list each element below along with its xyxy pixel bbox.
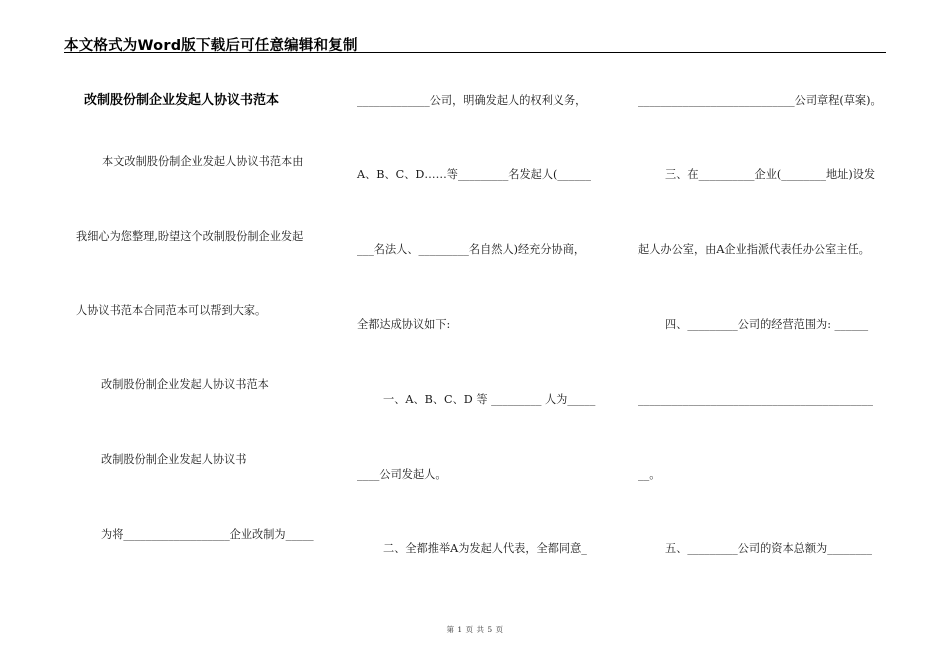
paragraph-line: _____________公司，明确发起人的权利义务， <box>357 94 587 107</box>
clause-line: 四、_________公司的经营范围为: ______ <box>665 318 869 331</box>
paragraph-line: A、B、C、D……等_________名发起人(______ <box>357 168 591 181</box>
paragraph-line: 我细心为您整理,盼望这个改制股份制企业发起 <box>76 230 304 243</box>
blank-fill-line: __________________________________________ <box>638 393 873 406</box>
paragraph-line: ____公司发起人。 <box>357 468 447 481</box>
paragraph-line: 起人办公室，由A企业指派代表任办公室主任。 <box>638 243 870 256</box>
text-column-2 <box>357 0 612 672</box>
paragraph-line: 为将___________________企业改制为_____ <box>101 528 314 541</box>
paragraph-line: 人协议书范本合同范本可以帮到大家。 <box>76 304 267 317</box>
clause-line: 一、A、B、C、D 等 _________ 人为_____ <box>383 393 596 406</box>
section-heading: 改制股份制企业发起人协议书 <box>101 453 247 466</box>
document-title: 改制股份制企业发起人协议书范本 <box>84 93 280 108</box>
clause-line: 二、全都推举A为发起人代表，全都同意_ <box>383 542 587 555</box>
paragraph-line: ____________________________公司章程(草案)。 <box>638 94 882 107</box>
paragraph-line: ___名法人、_________名自然人)经充分协商， <box>357 243 586 256</box>
clause-line: 五、_________公司的资本总额为________ <box>665 542 872 555</box>
text-column-1 <box>64 0 334 672</box>
section-heading: 改制股份制企业发起人协议书范本 <box>101 378 269 391</box>
paragraph-line: 本文改制股份制企业发起人协议书范本由 <box>102 155 304 168</box>
clause-line: 三、在__________企业(________地址)设发 <box>665 168 876 181</box>
paragraph-line: __。 <box>638 468 661 481</box>
document-header-title: 本文格式为Word版下载后可任意编辑和复制 <box>64 38 358 54</box>
paragraph-line: 全都达成协议如下: <box>357 318 451 331</box>
text-column-3 <box>638 0 890 672</box>
page-number: 第 1 页 共 5 页 <box>446 625 504 634</box>
